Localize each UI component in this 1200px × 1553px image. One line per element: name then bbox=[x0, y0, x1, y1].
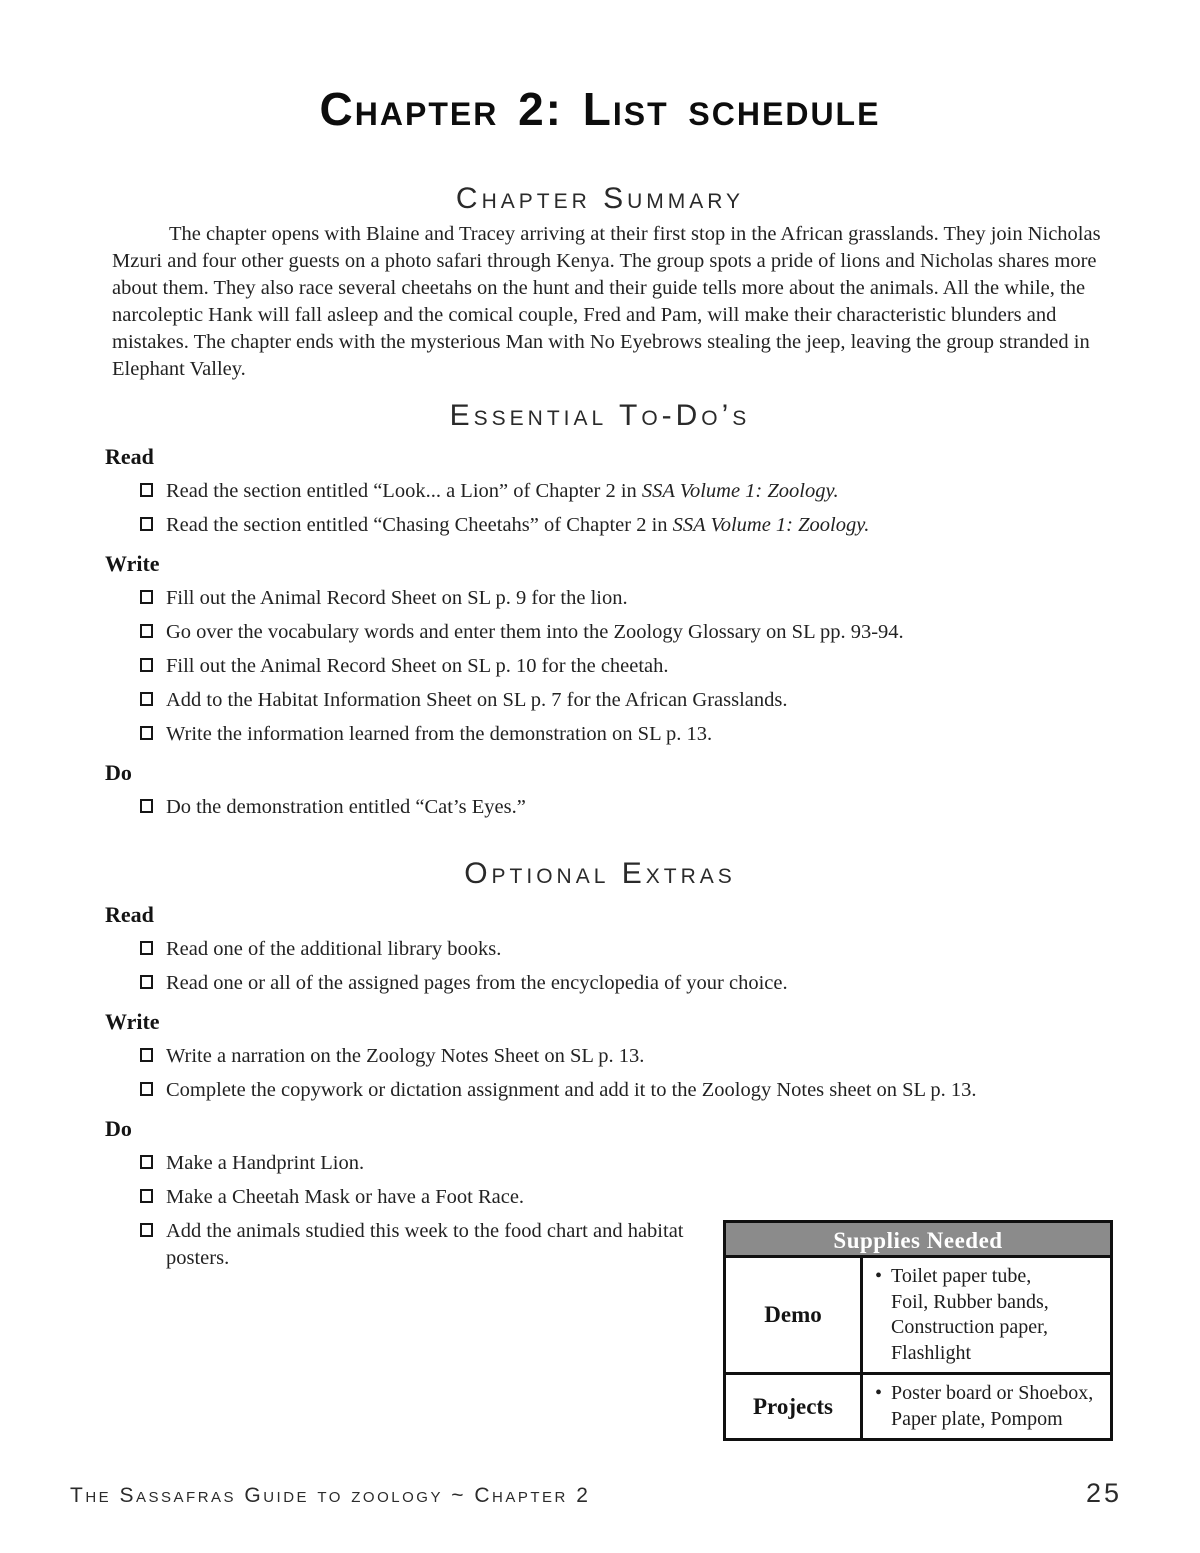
essential-read-list bbox=[140, 478, 1200, 539]
checkbox-icon bbox=[140, 941, 153, 955]
chapter-summary-heading: Chapter Summary bbox=[455, 182, 745, 215]
checkbox-icon bbox=[140, 799, 153, 813]
checkbox-icon bbox=[140, 1223, 153, 1237]
essential-write-list bbox=[140, 585, 1200, 748]
checklist-item-text: Make a Cheetah Mask or have a Foot Race. bbox=[166, 1186, 525, 1208]
checklist-item bbox=[140, 653, 1200, 680]
checklist-item bbox=[140, 687, 1200, 714]
checkbox-icon bbox=[140, 692, 153, 706]
supplies-table-header: Supplies Needed bbox=[726, 1223, 1110, 1258]
checklist-item bbox=[140, 936, 1200, 963]
essential-do-label: Do bbox=[105, 760, 132, 785]
checklist-item-text: Fill out the Animal Record Sheet on SL p. 10 for the cheetah. bbox=[166, 655, 669, 677]
checklist-item-text: Do the demonstration entitled “Cat’s Eyes.” bbox=[166, 796, 526, 818]
essential-write-label: Write bbox=[105, 551, 160, 576]
checkbox-icon bbox=[140, 517, 153, 531]
checklist-item-text: Write the information learned from the demonstration on SL p. 13. bbox=[166, 723, 713, 745]
checkbox-icon bbox=[140, 975, 153, 989]
optional-read-label: Read bbox=[105, 902, 154, 927]
checklist-item-text: Read the section entitled “Look... a Lion” of Chapter 2 in SSA Volume 1: Zoology. bbox=[166, 480, 839, 502]
chapter-title: Chapter 2: List schedule bbox=[319, 83, 881, 135]
checkbox-icon bbox=[140, 624, 153, 638]
checklist-item bbox=[140, 1150, 1200, 1177]
checklist-item bbox=[140, 1184, 1200, 1211]
checklist-item bbox=[140, 970, 1200, 997]
checklist-item-text: Go over the vocabulary words and enter them into the Zoology Glossary on SL pp. 93-94. bbox=[166, 621, 904, 643]
checklist-item-text: Write a narration on the Zoology Notes Sheet on SL p. 13. bbox=[166, 1045, 645, 1067]
supplies-item-lines: Toilet paper tube, Foil, Rubber bands, Construction paper, Flashlight bbox=[891, 1265, 1049, 1364]
checklist-item bbox=[140, 1077, 1200, 1104]
table-row bbox=[726, 1258, 1110, 1372]
checklist-item bbox=[140, 721, 1200, 748]
optional-do-label: Do bbox=[105, 1116, 132, 1141]
checklist-item bbox=[140, 794, 1200, 821]
table-row bbox=[726, 1372, 1110, 1438]
checklist-item-text: Read one of the additional library books. bbox=[166, 938, 502, 960]
supplies-row-label: Demo bbox=[726, 1258, 863, 1372]
checklist-item bbox=[140, 619, 1200, 646]
checkbox-icon bbox=[140, 1082, 153, 1096]
checkbox-icon bbox=[140, 1189, 153, 1203]
page-number: 25 bbox=[1085, 1478, 1122, 1508]
optional-read-list bbox=[140, 936, 1200, 997]
essential-read-label: Read bbox=[105, 444, 154, 469]
checklist-item-text: Complete the copywork or dictation assignment and add it to the Zoology Notes sheet on SL p. 13. bbox=[166, 1079, 977, 1101]
book-title-italic: SSA Volume 1: Zoology. bbox=[672, 514, 870, 536]
bullet-icon: • bbox=[875, 1265, 883, 1287]
supplies-row-label: Projects bbox=[726, 1375, 863, 1438]
book-title-italic: SSA Volume 1: Zoology. bbox=[641, 480, 839, 502]
footer-book-title: The Sassafras Guide to zoology ~ Chapter 2 bbox=[70, 1484, 591, 1507]
optional-extras-heading: Optional Extras bbox=[464, 857, 736, 890]
chapter-summary-paragraph: The chapter opens with Blaine and Tracey arriving at their first stop in the African grasslands. They join Nicholas Mzuri and four other guests on a photo safari through Kenya. The group spots a pride of lions and Nicholas shares more about them. They also race several cheetahs on the hunt and their guide tells more about the animals. All the while, the narcoleptic Hank will fall asleep and the comical couple, Fred and Pam, will make their characteristic blunders and mistakes. The chapter ends with the mysterious Man with No Eyebrows stealing the jeep, leaving the group stranded in Elephant Valley. bbox=[112, 223, 1101, 380]
supplies-item-lines: Poster board or Shoebox, Paper plate, Pompom bbox=[891, 1382, 1094, 1430]
checklist-item bbox=[140, 1043, 1200, 1070]
checkbox-icon bbox=[140, 483, 153, 497]
checkbox-icon bbox=[140, 590, 153, 604]
optional-write-list bbox=[140, 1043, 1200, 1104]
checkbox-icon bbox=[140, 726, 153, 740]
checklist-item-text: Make a Handprint Lion. bbox=[166, 1152, 365, 1174]
essential-todos-heading: Essential To-Do’s bbox=[449, 399, 751, 432]
supplies-row-items bbox=[863, 1258, 1110, 1372]
checklist-item bbox=[140, 512, 1200, 539]
checklist-item-text: Add to the Habitat Information Sheet on SL p. 7 for the African Grasslands. bbox=[166, 689, 788, 711]
optional-write-label: Write bbox=[105, 1009, 160, 1034]
checklist-item-text: Fill out the Animal Record Sheet on SL p. 9 for the lion. bbox=[166, 587, 628, 609]
supplies-row-items bbox=[863, 1375, 1110, 1438]
checkbox-icon bbox=[140, 658, 153, 672]
checkbox-icon bbox=[140, 1048, 153, 1062]
checklist-item bbox=[140, 585, 1200, 612]
checklist-item bbox=[140, 478, 1200, 505]
supplies-needed-table bbox=[723, 1220, 1113, 1441]
checkbox-icon bbox=[140, 1155, 153, 1169]
bullet-icon: • bbox=[875, 1382, 883, 1404]
checklist-item-text: Add the animals studied this week to the food chart and habitat posters. bbox=[166, 1220, 684, 1269]
essential-do-list bbox=[140, 794, 1200, 821]
checklist-item-text: Read the section entitled “Chasing Cheetahs” of Chapter 2 in SSA Volume 1: Zoology. bbox=[166, 514, 870, 536]
checklist-item-text: Read one or all of the assigned pages from the encyclopedia of your choice. bbox=[166, 972, 788, 994]
